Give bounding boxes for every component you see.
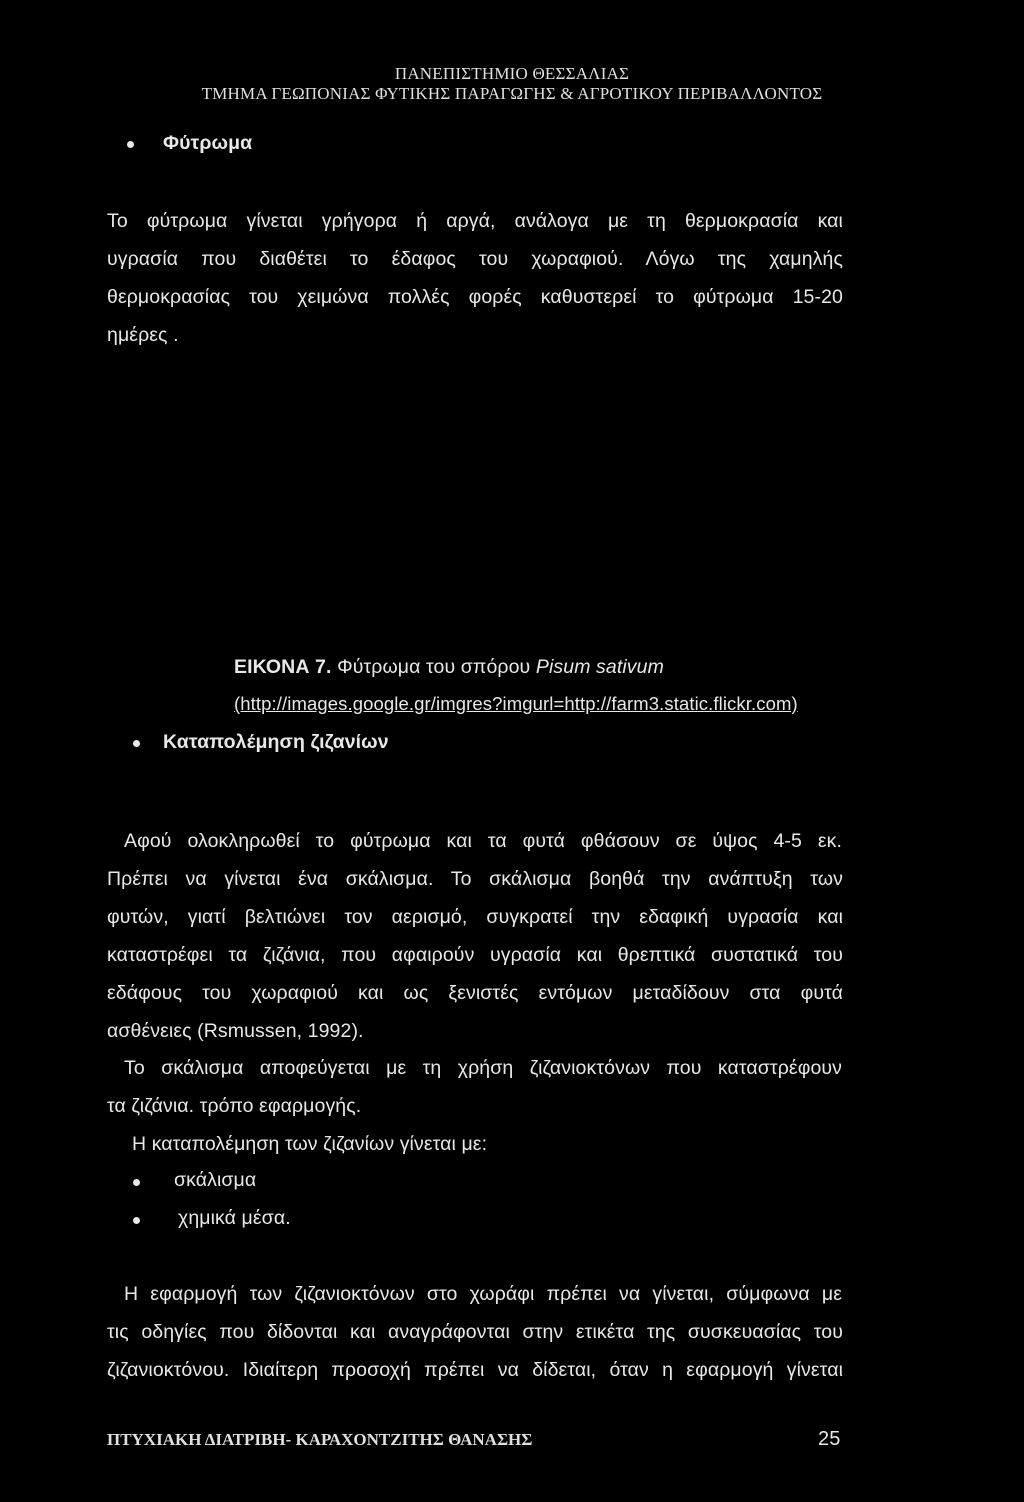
bullet-icon [133,1179,140,1186]
paragraph-line: ασθένειες (Rsmussen, 1992). [107,1020,364,1042]
figure-caption [234,656,664,679]
page-number: 25 [818,1428,841,1450]
footer-title: ΠΤΥΧΙΑΚΗ ΔΙΑΤΡΙΒΗ- ΚΑΡΑΧΟΝΤΖΙΤΗΣ ΘΑΝΑΣΗΣ [107,1430,533,1449]
paragraph-line: φυτών, γιατί βελτιώνει τον αερισμό, συγκρατεί την εδαφική υγρασία και [107,906,843,928]
list-intro: Η καταπολέμηση των ζιζανίων γίνεται με: [132,1133,488,1155]
figure-label: ΕΙΚΟΝΑ 7. [234,656,332,678]
paragraph-line: τις οδηγίες που δίδονται και αναγράφονται στην ετικέτα της συσκευασίας του [107,1321,843,1343]
paragraph-line: υγρασία που διαθέτει το έδαφος του χωραφιού. Λόγω της χαμηλής [107,248,843,270]
bullet-icon [133,1217,140,1224]
bullet-icon [133,740,140,747]
paragraph-line: Πρέπει να γίνεται ένα σκάλισμα. Το σκάλισμα βοηθά την ανάπτυξη των [107,868,843,890]
header-university: ΠΑΝΕΠΙΣΤΗΜΙΟ ΘΕΣΣΑΛΙΑΣ [394,64,630,83]
bullet-icon [127,141,134,148]
list-item: χημικά μέσα. [178,1207,291,1229]
paragraph-line: τα ζιζάνια. τρόπο εφαρμογής. [107,1095,362,1117]
paragraph-line: Αφού ολοκληρωθεί το φύτρωμα και τα φυτά φθάσουν σε ύψος 4-5 εκ. [124,830,842,852]
paragraph-line: ζιζανιοκτόνου. Ιδιαίτερη προσοχή πρέπει να δίδεται, όταν η εφαρμογή γίνεται [107,1359,843,1381]
paragraph-line: ημέρες . [107,324,179,346]
list-item: σκάλισμα [174,1169,257,1191]
paragraph-line: καταστρέφει τα ζιζάνια, που αφαιρούν υγρασία και θρεπτικά συστατικά του [107,944,843,966]
paragraph-line: εδάφους του χωραφιού και ως ξενιστές εντόμων μεταδίδουν στα φυτά [107,982,843,1004]
paragraph-line: Το φύτρωμα γίνεται γρήγορα ή αργά, ανάλογα με τη θερμοκρασία και [107,210,843,232]
figure-caption-text: Φύτρωμα του σπόρου [337,656,531,678]
section-heading-weed-control: Καταπολέμηση ζιζανίων [163,731,389,753]
figure-species: Pisum sativum [535,656,664,678]
figure-source-link[interactable]: (http://images.google.gr/imgres?imgurl=http://farm3.static.flickr.com) [234,693,798,714]
section-heading-sprouting: Φύτρωμα [163,132,253,154]
paragraph-line: θερμοκρασίας του χειμώνα πολλές φορές καθυστερεί το φύτρωμα 15-20 [107,286,843,308]
paragraph-line: Το σκάλισμα αποφεύγεται με τη χρήση ζιζανιοκτόνων που καταστρέφουν [124,1057,842,1079]
header-department: ΤΜΗΜΑ ΓΕΩΠΟΝΙΑΣ ΦΥΤΙΚΗΣ ΠΑΡΑΓΩΓΗΣ & ΑΓΡΟΤΙΚΟΥ ΠΕΡΙΒΑΛΛΟΝΤΟΣ [201,84,823,103]
paragraph-line: Η εφαρμογή των ζιζανιοκτόνων στο χωράφι πρέπει να γίνεται, σύμφωνα με [124,1283,842,1305]
